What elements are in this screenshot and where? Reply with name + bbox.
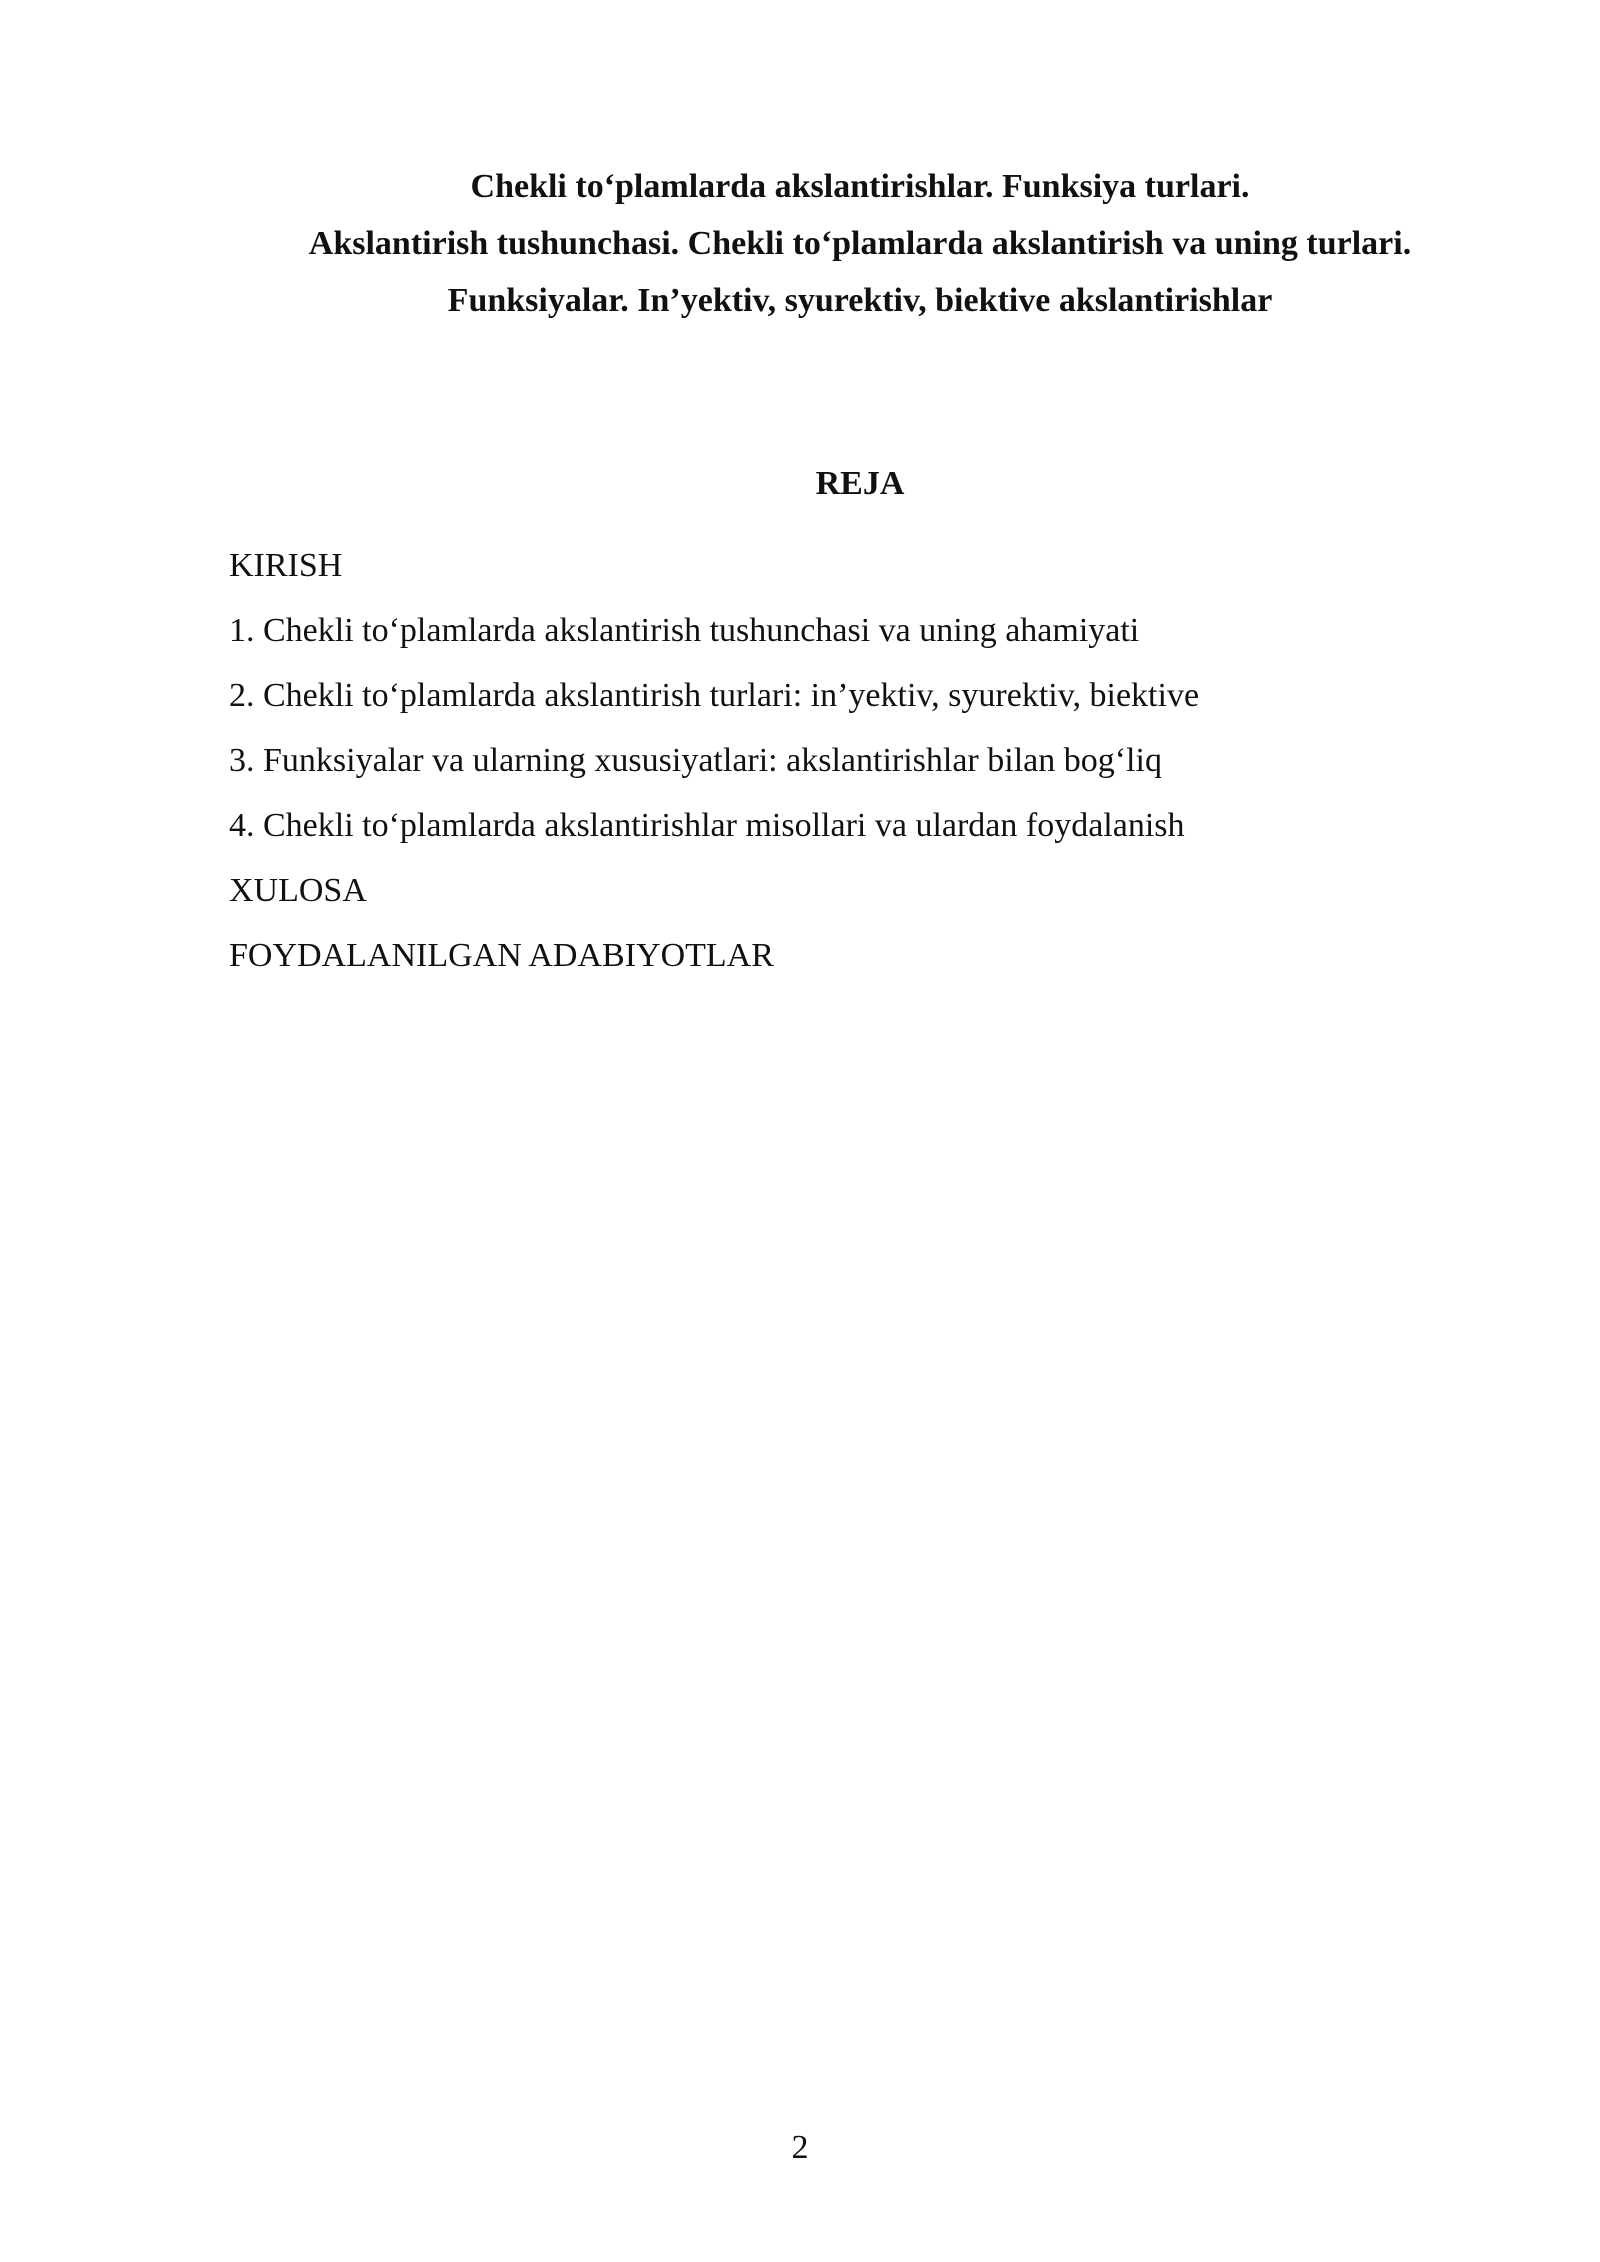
plan-list — [229, 533, 1199, 988]
title-line-2: Akslantirish tushunchasi. Chekli to‘plamlarda akslantirish va uning turlari. — [308, 225, 1412, 262]
document-title — [180, 158, 1540, 329]
page-number: 2 — [791, 2129, 809, 2166]
plan-item-introduction: KIRISH — [229, 547, 343, 584]
plan-item-conclusion: XULOSA — [229, 872, 367, 909]
plan-item-1: 1. Chekli to‘plamlarda akslantirish tushunchasi va uning ahamiyati — [229, 612, 1140, 649]
plan-item-4: 4. Chekli to‘plamlarda akslantirishlar misollari va ulardan foydalanish — [229, 807, 1185, 844]
title-line-1: Chekli to‘plamlarda akslantirishlar. Funksiya turlari. — [470, 168, 1250, 205]
plan-item-references: FOYDALANILGAN ADABIYOTLAR — [229, 937, 774, 974]
title-line-3: Funksiyalar. In’yektiv, syurektiv, biektive akslantirishlar — [447, 282, 1273, 319]
plan-heading: REJA — [815, 465, 905, 502]
plan-item-3: 3. Funksiyalar va ularning xususiyatlari: akslantirishlar bilan bog‘liq — [229, 742, 1162, 779]
plan-item-2: 2. Chekli to‘plamlarda akslantirish turlari: in’yektiv, syurektiv, biektive — [229, 677, 1200, 714]
